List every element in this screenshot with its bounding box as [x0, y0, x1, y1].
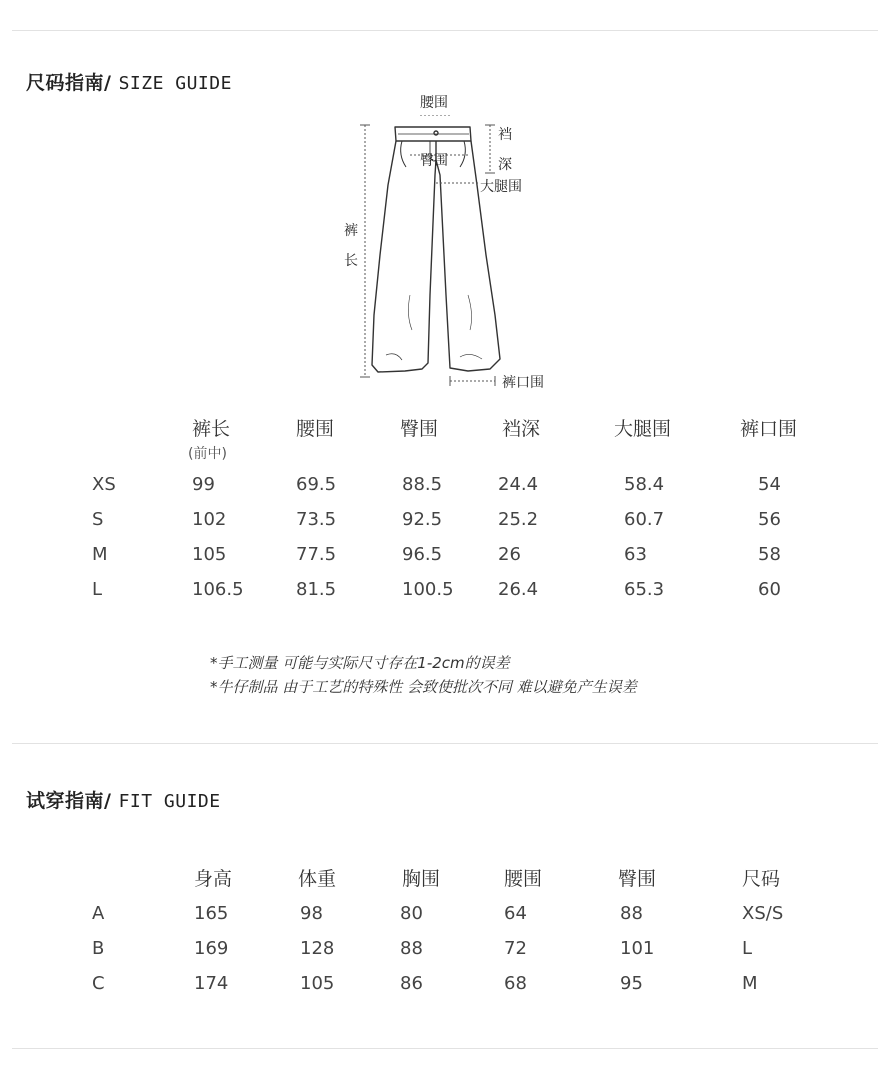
- fit-value: 88: [400, 938, 423, 959]
- fit-value: M: [742, 973, 758, 994]
- size-guide-heading: [26, 68, 232, 95]
- diagram-label-length-1: 裤: [344, 223, 358, 239]
- size-value: 105: [192, 544, 227, 565]
- size-guide-title-en: SIZE GUIDE: [118, 73, 232, 94]
- fit-value: 64: [504, 903, 527, 924]
- fit-value: 80: [400, 903, 423, 924]
- top-divider: [12, 30, 878, 31]
- fit-value: XS/S: [742, 903, 784, 924]
- section-divider: [12, 743, 878, 744]
- fit-col-size: 尺码: [742, 868, 781, 890]
- bottom-divider: [12, 1048, 878, 1049]
- fit-value: 95: [620, 973, 643, 994]
- size-value: 24.4: [498, 474, 539, 495]
- fit-value: 88: [620, 903, 643, 924]
- fit-col-height: 身高: [194, 868, 233, 890]
- size-value: 26.4: [498, 579, 539, 600]
- size-value: 99: [192, 474, 215, 495]
- fit-col-chest: 胸围: [402, 868, 441, 890]
- size-label: XS: [92, 474, 116, 495]
- fit-model-label: A: [92, 903, 105, 924]
- diagram-label-rise-1: 裆: [498, 127, 512, 143]
- size-value: 81.5: [296, 579, 337, 600]
- size-label: S: [92, 509, 104, 530]
- size-value: 65.3: [624, 579, 665, 600]
- pants-diagram: [350, 115, 550, 390]
- diagram-label-hem: 裤口围: [502, 375, 544, 391]
- fit-value: 174: [194, 973, 229, 994]
- size-value: 106.5: [192, 579, 244, 600]
- fit-value: 101: [620, 938, 655, 959]
- size-value: 60: [758, 579, 781, 600]
- size-note-2: *牛仔制品 由于工艺的特殊性 会致使批次不同 难以避免产生误差: [210, 678, 637, 696]
- size-col-length-sub: (前中): [188, 446, 227, 462]
- size-value: 73.5: [296, 509, 337, 530]
- size-value: 77.5: [296, 544, 337, 565]
- fit-value: 165: [194, 903, 229, 924]
- size-col-length: 裤长: [192, 418, 231, 440]
- size-col-waist: 腰围: [296, 418, 335, 440]
- fit-value: 169: [194, 938, 229, 959]
- fit-guide-heading: [26, 786, 221, 813]
- size-col-hem: 裤口围: [740, 418, 798, 440]
- size-col-thigh: 大腿围: [614, 418, 672, 440]
- fit-value: 72: [504, 938, 527, 959]
- size-value: 69.5: [296, 474, 337, 495]
- fit-col-weight: 体重: [298, 868, 337, 890]
- fit-value: L: [742, 938, 753, 959]
- size-value: 58.4: [624, 474, 665, 495]
- size-label: L: [92, 579, 103, 600]
- size-value: 25.2: [498, 509, 539, 530]
- fit-value: 68: [504, 973, 527, 994]
- size-value: 60.7: [624, 509, 665, 530]
- diagram-label-length-2: 长: [344, 253, 358, 269]
- size-value: 92.5: [402, 509, 443, 530]
- fit-value: 128: [300, 938, 335, 959]
- diagram-label-thigh: 大腿围: [480, 179, 522, 195]
- fit-col-hip: 臀围: [618, 868, 657, 890]
- fit-value: 98: [300, 903, 323, 924]
- size-label: M: [92, 544, 108, 565]
- fit-model-label: C: [92, 973, 105, 994]
- size-value: 56: [758, 509, 781, 530]
- size-value: 96.5: [402, 544, 443, 565]
- fit-value: 86: [400, 973, 423, 994]
- fit-col-waist: 腰围: [504, 868, 543, 890]
- fit-guide-title-en: FIT GUIDE: [118, 791, 221, 812]
- diagram-label-rise-2: 深: [498, 157, 512, 173]
- fit-guide-title-cn: 试穿指南/: [26, 790, 112, 812]
- size-col-rise: 裆深: [502, 418, 541, 440]
- size-value: 54: [758, 474, 781, 495]
- size-guide-title-cn: 尺码指南/: [26, 72, 112, 94]
- size-value: 58: [758, 544, 781, 565]
- diagram-label-hip: 臀围: [420, 153, 448, 169]
- size-col-hip: 臀围: [400, 418, 439, 440]
- size-value: 26: [498, 544, 521, 565]
- size-note-1: *手工测量 可能与实际尺寸存在1-2cm的误差: [210, 654, 510, 672]
- size-value: 63: [624, 544, 647, 565]
- size-value: 100.5: [402, 579, 454, 600]
- size-value: 88.5: [402, 474, 443, 495]
- fit-model-label: B: [92, 938, 105, 959]
- fit-value: 105: [300, 973, 335, 994]
- diagram-label-waist: 腰围: [420, 95, 448, 111]
- size-value: 102: [192, 509, 227, 530]
